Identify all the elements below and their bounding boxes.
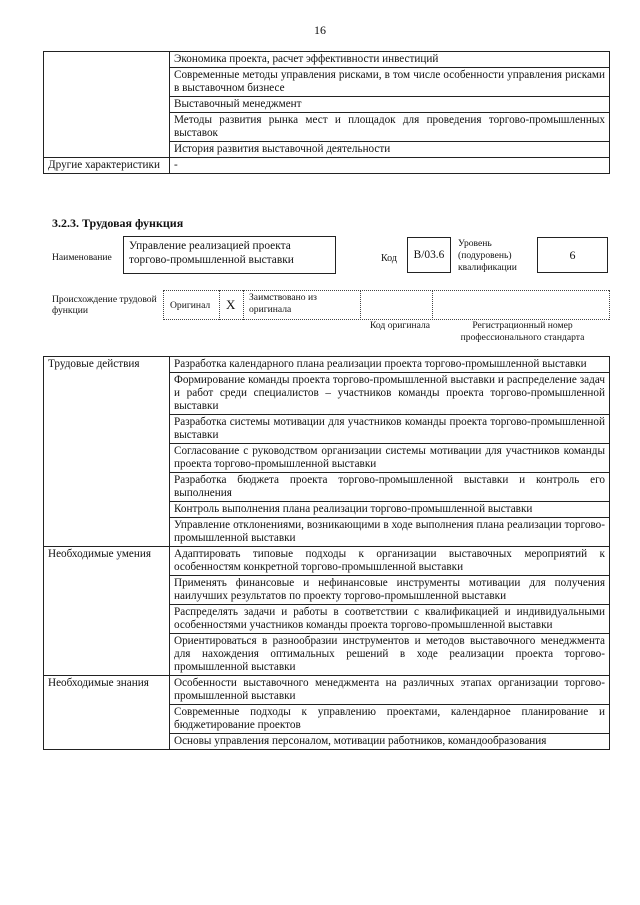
table-label-cell-empty [44, 52, 170, 158]
borrowed-label: Заимствовано из оригинала [249, 292, 317, 315]
reg-number-caption: Регистрационный номер профессионального стандарта [460, 320, 585, 343]
origin-border-top [163, 290, 609, 291]
page-number: 16 [314, 23, 326, 37]
table-row: Разработка календарного плана реализации проекта торгово-промышленной выставки [170, 357, 610, 373]
table-row: Экономика проекта, расчет эффективности инвестиций [170, 52, 610, 68]
code-label: Код [381, 253, 397, 264]
table-row: Разработка бюджета проекта торгово-промышленной выставки и контроль его выполнения [170, 473, 610, 502]
function-name-box: Управление реализацией проекта торгово-промышленной выставки [123, 236, 336, 274]
code-original-caption: Код оригинала [369, 320, 431, 331]
competency-table-continued [43, 51, 610, 174]
required-skills-label: Необходимые умения [44, 547, 170, 676]
function-code-box: B/03.6 [407, 237, 451, 273]
table-row: Современные подходы к управлению проектами, календарное планирование и бюджетирование проектов [170, 705, 610, 734]
table-row: Управление отклонениями, возникающими в ходе выполнения плана реализации торгово-промышленной выставки [170, 518, 610, 547]
section-heading: 3.2.3. Трудовая функция [52, 216, 184, 230]
other-characteristics-label: Другие характеристики [44, 158, 170, 174]
level-value-box: 6 [537, 237, 608, 273]
original-mark: X [226, 297, 236, 312]
origin-divider [219, 290, 220, 320]
origin-divider [609, 290, 610, 320]
labor-function-table [43, 356, 610, 750]
table-row: Особенности выставочного менеджмента на различных этапах организации торгово-промышленной выставки [170, 676, 610, 705]
table-row: Ориентироваться в разнообразии инструментов и методов выставочного менеджмента для нахождения оптимальных решений в ходе реализации проекта торгово-промышленной выставки [170, 634, 610, 676]
table-row: Формирование команды проекта торгово-промышленной выставки и распределение задач и работ среди специалистов – участников команды проекта торгово-промышленной выставки [170, 373, 610, 415]
table-row: Основы управления персоналом, мотивации работников, командообразования [170, 734, 610, 750]
name-label: Наименование [52, 252, 112, 263]
origin-divider [243, 290, 244, 320]
table-row: Применять финансовые и нефинансовые инструменты мотивации для получения наилучших результатов по проекту торгово-промышленной выставки [170, 576, 610, 605]
other-characteristics-value: - [170, 158, 610, 174]
labor-actions-label: Трудовые действия [44, 357, 170, 547]
origin-label: Происхождение трудовой функции [52, 294, 157, 316]
level-label: Уровень (подуровень) квалификации [458, 238, 517, 273]
origin-divider [163, 290, 164, 320]
table-row: Современные методы управления рисками, в том числе особенности управления рисками в выставочном бизнесе [170, 68, 610, 97]
table-row: Методы развития рынка мест и площадок для проведения торгово-промышленных выставок [170, 113, 610, 142]
table-row: Адаптировать типовые подходы к организации выставочных мероприятий к особенностям конкретной торгово-промышленной выставки [170, 547, 610, 576]
original-label: Оригинал [170, 300, 211, 311]
table-row: Распределять задачи и работы в соответствии с квалификацией и индивидуальными особенностями участников команды проекта торгово-промышленной выставки [170, 605, 610, 634]
origin-divider [432, 290, 433, 320]
table-row: Согласование с руководством организации системы мотивации для участников команды проекта торгово-промышленной выставки [170, 444, 610, 473]
table-row: Разработка системы мотивации для участников команды проекта торгово-промышленной выставки [170, 415, 610, 444]
origin-divider [360, 290, 361, 320]
table-row: История развития выставочной деятельности [170, 142, 610, 158]
table-row: Выставочный менеджмент [170, 97, 610, 113]
required-knowledge-label: Необходимые знания [44, 676, 170, 750]
table-row: Контроль выполнения плана реализации торгово-промышленной выставки [170, 502, 610, 518]
